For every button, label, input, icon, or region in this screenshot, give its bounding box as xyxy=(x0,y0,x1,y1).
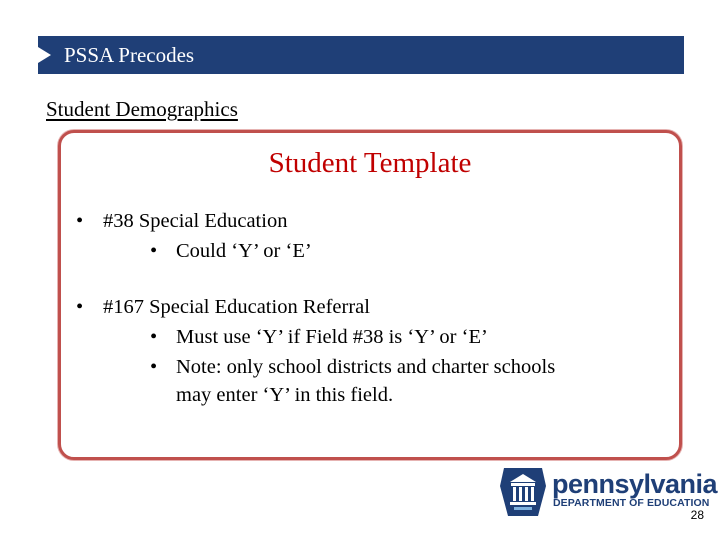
template-title: Student Template xyxy=(268,147,472,179)
logo-department: DEPARTMENT OF EDUCATION xyxy=(553,497,710,509)
bullet-icon: • xyxy=(150,240,158,262)
bullet-icon: • xyxy=(76,210,84,232)
list-item: Note: only school districts and charter schools xyxy=(176,356,556,378)
keystone-capitol-icon xyxy=(500,466,546,518)
logo-wordmark: pennsylvania xyxy=(552,469,718,499)
section-heading: Student Demographics xyxy=(46,97,238,121)
bullet-icon: • xyxy=(76,296,84,318)
page-number: 28 xyxy=(690,508,704,522)
bullet-icon: • xyxy=(150,356,158,378)
list-item-continuation: may enter ‘Y’ in this field. xyxy=(176,384,394,406)
list-item: #167 Special Education Referral xyxy=(103,296,370,318)
list-item: Could ‘Y’ or ‘E’ xyxy=(176,240,312,262)
header-arrow-icon xyxy=(38,47,51,63)
list-item: Must use ‘Y’ if Field #38 is ‘Y’ or ‘E’ xyxy=(176,326,488,348)
slide-header-title: PSSA Precodes xyxy=(64,43,195,67)
bullet-icon: • xyxy=(150,326,158,348)
list-item: #38 Special Education xyxy=(103,210,288,232)
